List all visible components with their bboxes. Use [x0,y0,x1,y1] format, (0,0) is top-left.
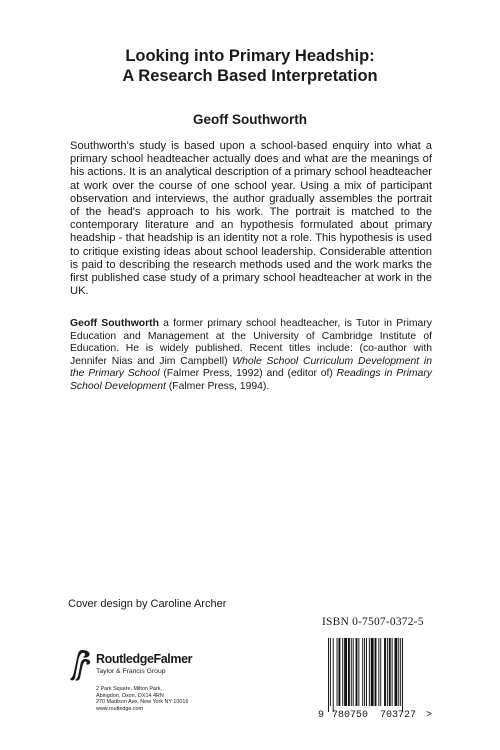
barcode-bar [395,638,398,706]
barcode-bar [348,638,350,706]
bio-book-title-1: Whole School Curriculum Development in the Primary School [70,355,432,380]
author-name: Geoff Southworth [193,112,307,127]
address-line: 270 Madison Ave, New York NY 10016 [96,699,189,706]
bio-text-1: a former primary school headteacher, is Tutor in Primary Education and Management at the University of Cambridge Institute of Education. He is widely published. Recent titles include: (co-author with Jennifer Nias and Jim Campbell) [70,318,432,367]
publisher-logo [68,648,208,738]
barcode-trail: > [426,710,433,721]
barcode-bar [330,638,331,706]
cover-design-credit: Cover design by Caroline Archer [68,598,227,610]
barcode-bar [387,638,388,706]
barcode-bar [371,638,374,706]
address-line: www.routledge.com [96,705,144,712]
barcode-bar [402,638,403,712]
barcode-bars [318,638,434,712]
barcode-bar [398,638,399,706]
author-bio [70,318,432,394]
barcode-bar [389,638,391,706]
barcode-bar [356,638,358,706]
barcode-bar [392,638,393,706]
bio-book-title-2: Readings in Primary School Development [70,368,432,392]
publisher-name: RoutledgeFalmer [96,652,193,666]
bio-text-2: (Falmer Press, 1992) and (editor of) [159,368,337,380]
barcode-lead-digit: 9 [318,710,325,721]
barcode-bar [353,638,354,706]
barcode-bar [344,638,347,706]
barcode-bar [362,638,363,706]
isbn-barcode [318,638,434,726]
title-line-1: Looking into Primary Headship: [125,47,375,65]
barcode-bar [338,638,340,706]
book-description: Southworth's study is based upon a school-based enquiry into what a primary school headteacher actually does and what are the meanings of his actions. It is an analytical description of a primary school headteacher at work over the course of one school year. Using a mix of participant observation and interviews, the author gradually assembles the portrait of the head's approach to his work. The portrait is matched to the contemporary literature and an hypothesis formulated about primary headship - that headship is an identity not a role. This hypothesis is used to critique existing ideas about school leadership. Considerable attention is paid to describing the research methods used and the work marks the first published case study of a primary school headteacher at work in the UK. [70,140,432,298]
isbn-number: ISBN 0-7507-0372-5 [322,616,424,628]
barcode-bar [333,638,334,712]
bio-author-name: Geoff Southworth [70,318,159,329]
barcode-bar [364,638,365,706]
book-title [0,46,500,86]
barcode-bar [337,638,338,706]
barcode-bar [400,638,401,706]
title-line-2: A Research Based Interpretation [122,67,378,85]
publisher-address [96,686,188,712]
barcode-bar [351,638,352,706]
barcode-bar [366,638,367,706]
barcode-bar [375,638,377,706]
barcode-bar [378,638,379,706]
barcode-bar [384,638,386,706]
publisher-group: Taylor & Francis Group [96,668,166,675]
address-line: 2 Park Square, Milton Park, [96,686,162,692]
address-line: Abingdon, Oxon, OX14 4RN [96,692,164,699]
barcode-bar [342,638,343,706]
bio-text-3: (Falmer Press, 1994). [165,380,270,392]
barcode-bar [380,638,381,706]
barcode-bar [328,638,329,712]
publisher-logo-icon [68,648,94,682]
barcode-bar [369,638,370,706]
barcode-group-1: 780750 [332,710,369,721]
barcode-group-2: 703727 [380,710,417,721]
barcode-bar [358,638,359,706]
